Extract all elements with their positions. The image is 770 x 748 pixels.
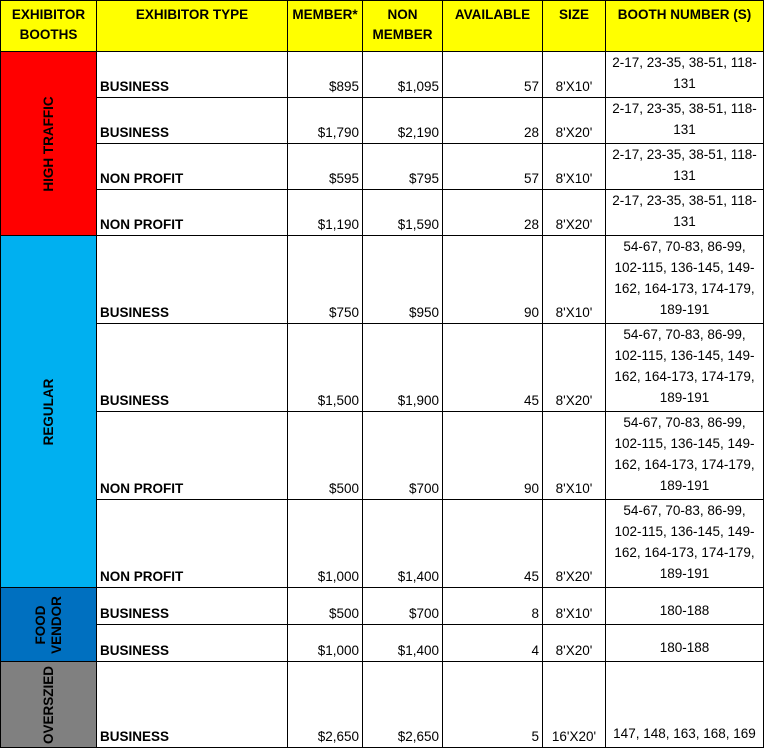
member-price-cell: $1,190: [288, 190, 363, 236]
table-row: [1, 324, 764, 412]
exhibitor-type-cell: NON PROFIT: [97, 144, 288, 190]
exhibitor-type-cell: BUSINESS: [97, 236, 288, 324]
available-cell: 28: [443, 190, 543, 236]
size-cell: 8'X20': [543, 500, 606, 588]
header-exhibitor-type: EXHIBITOR TYPE: [97, 1, 288, 52]
booth-number-line: 2-17, 23-35, 38-51, 118-: [612, 193, 757, 208]
header-available: AVAILABLE: [443, 1, 543, 52]
booth-number-line: 2-17, 23-35, 38-51, 118-: [612, 101, 757, 116]
booth-number-line: 2-17, 23-35, 38-51, 118-: [612, 147, 757, 162]
size-cell: 8'X20': [543, 324, 606, 412]
booth-number-cell: [606, 662, 764, 748]
size-cell: 8'X10': [543, 144, 606, 190]
category-label-line: OVERSZIED: [40, 665, 56, 744]
category-cell: [1, 588, 97, 662]
non-member-price-cell: $1,400: [363, 625, 443, 662]
table-row: [1, 52, 764, 98]
header-non-member: NON MEMBER: [363, 1, 443, 52]
booth-number-line: 189-191: [659, 390, 710, 405]
booth-number-line: 102-115, 136-145, 149-: [614, 260, 755, 275]
category-cell: [1, 236, 97, 588]
booth-number-line: 162, 164-173, 174-179,: [614, 369, 755, 384]
available-cell: 5: [443, 662, 543, 748]
exhibitor-type-cell: BUSINESS: [97, 98, 288, 144]
category-label: [41, 96, 57, 191]
available-cell: 8: [443, 588, 543, 625]
booth-number-line: 131: [673, 122, 696, 137]
non-member-price-cell: $1,095: [363, 52, 443, 98]
category-label-line: VENDOR: [48, 595, 64, 654]
table-row: [1, 236, 764, 324]
non-member-price-cell: $700: [363, 588, 443, 625]
header-member: MEMBER*: [288, 1, 363, 52]
table-row: [1, 412, 764, 500]
table-row: [1, 662, 764, 748]
member-price-cell: $895: [288, 52, 363, 98]
size-cell: 8'X10': [543, 412, 606, 500]
available-cell: 28: [443, 98, 543, 144]
table-row: [1, 98, 764, 144]
booth-number-cell: [606, 98, 764, 144]
table-row: [1, 144, 764, 190]
non-member-price-cell: $795: [363, 144, 443, 190]
booth-number-line: 131: [673, 214, 696, 229]
booth-number-cell: [606, 236, 764, 324]
available-cell: 90: [443, 412, 543, 500]
booth-number-line: 102-115, 136-145, 149-: [614, 524, 755, 539]
category-label: [41, 378, 57, 445]
booth-number-line: 54-67, 70-83, 86-99,: [623, 239, 746, 254]
category-label: [41, 665, 57, 743]
booth-number-line: 189-191: [659, 566, 710, 581]
non-member-price-cell: $1,400: [363, 500, 443, 588]
non-member-price-cell: $2,190: [363, 98, 443, 144]
size-cell: 8'X10': [543, 52, 606, 98]
available-cell: 57: [443, 52, 543, 98]
table-body: [1, 52, 764, 748]
available-cell: 57: [443, 144, 543, 190]
booth-number-cell: [606, 52, 764, 98]
exhibitor-type-cell: NON PROFIT: [97, 190, 288, 236]
booth-number-line: 54-67, 70-83, 86-99,: [623, 327, 746, 342]
category-label-line: FOOD: [32, 605, 48, 645]
booth-number-line: 54-67, 70-83, 86-99,: [623, 503, 746, 518]
available-cell: 45: [443, 324, 543, 412]
booth-number-cell: [606, 190, 764, 236]
booth-number-line: 189-191: [659, 478, 710, 493]
booth-number-cell: [606, 500, 764, 588]
available-cell: 45: [443, 500, 543, 588]
member-price-cell: $750: [288, 236, 363, 324]
table-row: [1, 625, 764, 662]
booth-number-line: 147, 148, 163, 168, 169: [613, 726, 756, 741]
category-cell: [1, 52, 97, 236]
booth-number-line: 54-67, 70-83, 86-99,: [623, 415, 746, 430]
exhibitor-type-cell: BUSINESS: [97, 324, 288, 412]
available-cell: 90: [443, 236, 543, 324]
table-row: [1, 588, 764, 625]
category-label: [33, 596, 65, 654]
exhibitor-type-cell: NON PROFIT: [97, 412, 288, 500]
member-price-cell: $595: [288, 144, 363, 190]
exhibitor-type-cell: BUSINESS: [97, 662, 288, 748]
booth-number-line: 131: [673, 168, 696, 183]
category-label-line: REGULAR: [40, 378, 56, 445]
size-cell: 8'X20': [543, 190, 606, 236]
booth-number-line: 102-115, 136-145, 149-: [614, 436, 755, 451]
booth-number-line: 2-17, 23-35, 38-51, 118-: [612, 55, 757, 70]
member-price-cell: $2,650: [288, 662, 363, 748]
header-size: SIZE: [543, 1, 606, 52]
exhibitor-type-cell: BUSINESS: [97, 625, 288, 662]
booth-number-line: 162, 164-173, 174-179,: [614, 457, 755, 472]
table-row: [1, 190, 764, 236]
booth-number-cell: [606, 144, 764, 190]
available-cell: 4: [443, 625, 543, 662]
non-member-price-cell: $2,650: [363, 662, 443, 748]
header-exhibitor-booths: EXHIBITOR BOOTHS: [1, 1, 97, 52]
exhibitor-type-cell: NON PROFIT: [97, 500, 288, 588]
non-member-price-cell: $1,590: [363, 190, 443, 236]
non-member-price-cell: $700: [363, 412, 443, 500]
size-cell: 8'X20': [543, 98, 606, 144]
size-cell: 8'X10': [543, 236, 606, 324]
booth-number-line: 162, 164-173, 174-179,: [614, 281, 755, 296]
size-cell: 8'X20': [543, 625, 606, 662]
exhibitor-type-cell: BUSINESS: [97, 588, 288, 625]
booth-number-line: 131: [673, 76, 696, 91]
booth-number-line: 102-115, 136-145, 149-: [614, 348, 755, 363]
non-member-price-cell: $950: [363, 236, 443, 324]
header-row: [1, 1, 764, 52]
size-cell: 16'X20': [543, 662, 606, 748]
exhibitor-type-cell: BUSINESS: [97, 52, 288, 98]
member-price-cell: $1,500: [288, 324, 363, 412]
member-price-cell: $500: [288, 412, 363, 500]
header-booth-number: BOOTH NUMBER (S): [606, 1, 764, 52]
member-price-cell: $1,790: [288, 98, 363, 144]
member-price-cell: $1,000: [288, 500, 363, 588]
booth-number-line: 189-191: [659, 302, 710, 317]
member-price-cell: $1,000: [288, 625, 363, 662]
booth-number-cell: [606, 625, 764, 662]
booth-number-line: 162, 164-173, 174-179,: [614, 545, 755, 560]
category-label-line: HIGH TRAFFIC: [40, 95, 56, 192]
member-price-cell: $500: [288, 588, 363, 625]
table-row: [1, 500, 764, 588]
booth-number-cell: [606, 324, 764, 412]
booth-number-cell: [606, 412, 764, 500]
booth-number-cell: [606, 588, 764, 625]
category-cell: [1, 662, 97, 748]
booth-number-line: 180-188: [659, 640, 710, 655]
size-cell: 8'X10': [543, 588, 606, 625]
booth-number-line: 180-188: [659, 603, 710, 618]
non-member-price-cell: $1,900: [363, 324, 443, 412]
